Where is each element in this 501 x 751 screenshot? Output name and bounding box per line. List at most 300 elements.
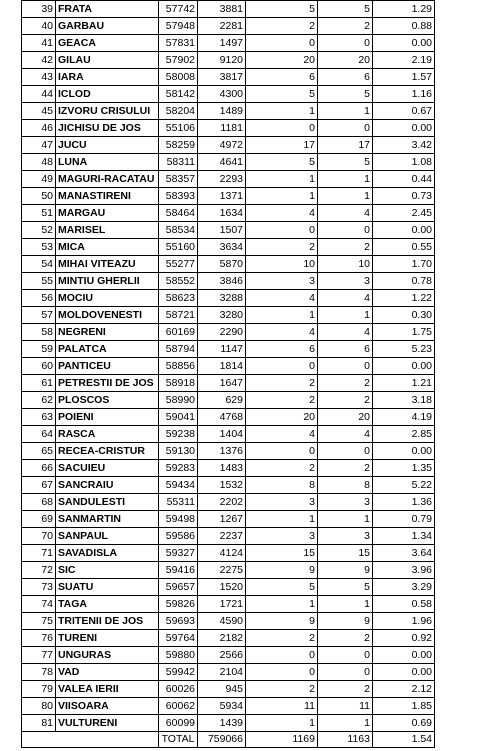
siruta-code-cell: 58393 xyxy=(159,188,198,205)
siruta-code-cell: 59130 xyxy=(159,443,198,460)
count-b-cell: 20 xyxy=(318,409,373,426)
count-a-cell: 3 xyxy=(246,494,318,511)
siruta-code-cell: 59880 xyxy=(159,647,198,664)
siruta-code-cell: 59416 xyxy=(159,562,198,579)
table-row xyxy=(22,528,435,545)
count-b-cell: 4 xyxy=(318,324,373,341)
percent-cell: 0.92 xyxy=(373,630,435,647)
table-row xyxy=(22,375,435,392)
total-blank-cell xyxy=(22,732,159,748)
count-b-cell: 6 xyxy=(318,69,373,86)
row-number-cell: 54 xyxy=(22,256,56,273)
percent-cell: 3.18 xyxy=(373,392,435,409)
locality-name-cell: TAGA xyxy=(56,596,159,613)
population-cell: 1532 xyxy=(198,477,246,494)
count-b-cell: 2 xyxy=(318,239,373,256)
row-number-cell: 50 xyxy=(22,188,56,205)
siruta-code-cell: 57742 xyxy=(159,1,198,18)
percent-cell: 0.55 xyxy=(373,239,435,256)
count-b-cell: 15 xyxy=(318,545,373,562)
count-a-cell: 2 xyxy=(246,239,318,256)
population-cell: 4300 xyxy=(198,86,246,103)
percent-cell: 0.00 xyxy=(373,443,435,460)
locality-table xyxy=(21,0,435,748)
row-number-cell: 45 xyxy=(22,103,56,120)
row-number-cell: 71 xyxy=(22,545,56,562)
siruta-code-cell: 57948 xyxy=(159,18,198,35)
table-row xyxy=(22,426,435,443)
row-number-cell: 48 xyxy=(22,154,56,171)
siruta-code-cell: 59283 xyxy=(159,460,198,477)
siruta-code-cell: 58357 xyxy=(159,171,198,188)
count-a-cell: 4 xyxy=(246,205,318,222)
count-b-cell: 3 xyxy=(318,273,373,290)
row-number-cell: 65 xyxy=(22,443,56,460)
population-cell: 1376 xyxy=(198,443,246,460)
percent-cell: 0.79 xyxy=(373,511,435,528)
count-a-cell: 1 xyxy=(246,596,318,613)
siruta-code-cell: 60099 xyxy=(159,715,198,732)
table-row xyxy=(22,647,435,664)
table-row xyxy=(22,103,435,120)
count-b-cell: 5 xyxy=(318,86,373,103)
count-a-cell: 2 xyxy=(246,681,318,698)
table-row xyxy=(22,290,435,307)
total-col-a: 1169 xyxy=(246,732,318,748)
siruta-code-cell: 60026 xyxy=(159,681,198,698)
count-b-cell: 3 xyxy=(318,528,373,545)
count-a-cell: 6 xyxy=(246,341,318,358)
population-cell: 2275 xyxy=(198,562,246,579)
table-row xyxy=(22,307,435,324)
locality-name-cell: MAGURI-RACATAU xyxy=(56,171,159,188)
count-a-cell: 0 xyxy=(246,120,318,137)
count-b-cell: 0 xyxy=(318,664,373,681)
row-number-cell: 73 xyxy=(22,579,56,596)
row-number-cell: 60 xyxy=(22,358,56,375)
locality-name-cell: ICLOD xyxy=(56,86,159,103)
row-number-cell: 46 xyxy=(22,120,56,137)
siruta-code-cell: 59586 xyxy=(159,528,198,545)
percent-cell: 3.96 xyxy=(373,562,435,579)
count-a-cell: 1 xyxy=(246,307,318,324)
count-a-cell: 2 xyxy=(246,375,318,392)
count-b-cell: 17 xyxy=(318,137,373,154)
count-b-cell: 1 xyxy=(318,171,373,188)
percent-cell: 1.16 xyxy=(373,86,435,103)
percent-cell: 0.00 xyxy=(373,664,435,681)
locality-name-cell: JUCU xyxy=(56,137,159,154)
siruta-code-cell: 59327 xyxy=(159,545,198,562)
population-cell: 2237 xyxy=(198,528,246,545)
row-number-cell: 44 xyxy=(22,86,56,103)
locality-name-cell: VAD xyxy=(56,664,159,681)
locality-name-cell: GILAU xyxy=(56,52,159,69)
siruta-code-cell: 57902 xyxy=(159,52,198,69)
locality-name-cell: NEGRENI xyxy=(56,324,159,341)
row-number-cell: 69 xyxy=(22,511,56,528)
population-cell: 1267 xyxy=(198,511,246,528)
percent-cell: 5.23 xyxy=(373,341,435,358)
locality-name-cell: SUATU xyxy=(56,579,159,596)
percent-cell: 0.88 xyxy=(373,18,435,35)
table-row xyxy=(22,477,435,494)
siruta-code-cell: 60169 xyxy=(159,324,198,341)
locality-name-cell: PALATCA xyxy=(56,341,159,358)
siruta-code-cell: 59434 xyxy=(159,477,198,494)
count-a-cell: 1 xyxy=(246,103,318,120)
count-a-cell: 11 xyxy=(246,698,318,715)
row-number-cell: 51 xyxy=(22,205,56,222)
table-row xyxy=(22,52,435,69)
table-row xyxy=(22,596,435,613)
locality-name-cell: MARISEL xyxy=(56,222,159,239)
row-number-cell: 74 xyxy=(22,596,56,613)
population-cell: 5870 xyxy=(198,256,246,273)
locality-name-cell: SANPAUL xyxy=(56,528,159,545)
row-number-cell: 52 xyxy=(22,222,56,239)
percent-cell: 2.12 xyxy=(373,681,435,698)
population-cell: 1181 xyxy=(198,120,246,137)
locality-name-cell: PETRESTII DE JOS xyxy=(56,375,159,392)
table-row xyxy=(22,511,435,528)
percent-cell: 4.19 xyxy=(373,409,435,426)
total-population: 759066 xyxy=(198,732,246,748)
percent-cell: 0.73 xyxy=(373,188,435,205)
count-a-cell: 4 xyxy=(246,290,318,307)
count-b-cell: 2 xyxy=(318,681,373,698)
table-row xyxy=(22,545,435,562)
total-label: TOTAL xyxy=(159,732,198,748)
count-b-cell: 6 xyxy=(318,341,373,358)
locality-name-cell: POIENI xyxy=(56,409,159,426)
siruta-code-cell: 58721 xyxy=(159,307,198,324)
population-cell: 3846 xyxy=(198,273,246,290)
population-cell: 3881 xyxy=(198,1,246,18)
percent-cell: 1.35 xyxy=(373,460,435,477)
total-percent: 1.54 xyxy=(373,732,435,748)
population-cell: 1147 xyxy=(198,341,246,358)
table-row xyxy=(22,443,435,460)
population-cell: 3288 xyxy=(198,290,246,307)
count-a-cell: 1 xyxy=(246,171,318,188)
percent-cell: 1.22 xyxy=(373,290,435,307)
count-a-cell: 8 xyxy=(246,477,318,494)
table-body xyxy=(22,1,435,732)
percent-cell: 0.00 xyxy=(373,120,435,137)
population-cell: 1721 xyxy=(198,596,246,613)
total-row xyxy=(22,732,435,748)
count-a-cell: 20 xyxy=(246,52,318,69)
siruta-code-cell: 55311 xyxy=(159,494,198,511)
siruta-code-cell: 58464 xyxy=(159,205,198,222)
siruta-code-cell: 59826 xyxy=(159,596,198,613)
locality-name-cell: IZVORU CRISULUI xyxy=(56,103,159,120)
population-cell: 1497 xyxy=(198,35,246,52)
count-a-cell: 1 xyxy=(246,188,318,205)
locality-name-cell: PANTICEU xyxy=(56,358,159,375)
siruta-code-cell: 58552 xyxy=(159,273,198,290)
percent-cell: 1.21 xyxy=(373,375,435,392)
percent-cell: 0.69 xyxy=(373,715,435,732)
count-b-cell: 1 xyxy=(318,307,373,324)
count-a-cell: 0 xyxy=(246,35,318,52)
row-number-cell: 64 xyxy=(22,426,56,443)
count-a-cell: 3 xyxy=(246,273,318,290)
count-b-cell: 2 xyxy=(318,460,373,477)
table-row xyxy=(22,69,435,86)
table-row xyxy=(22,239,435,256)
row-number-cell: 39 xyxy=(22,1,56,18)
count-b-cell: 8 xyxy=(318,477,373,494)
percent-cell: 2.45 xyxy=(373,205,435,222)
count-a-cell: 0 xyxy=(246,222,318,239)
siruta-code-cell: 59693 xyxy=(159,613,198,630)
row-number-cell: 70 xyxy=(22,528,56,545)
percent-cell: 1.70 xyxy=(373,256,435,273)
table-row xyxy=(22,681,435,698)
population-cell: 1489 xyxy=(198,103,246,120)
row-number-cell: 43 xyxy=(22,69,56,86)
locality-name-cell: SANDULESTI xyxy=(56,494,159,511)
table-row xyxy=(22,273,435,290)
row-number-cell: 53 xyxy=(22,239,56,256)
row-number-cell: 76 xyxy=(22,630,56,647)
siruta-code-cell: 59942 xyxy=(159,664,198,681)
count-a-cell: 5 xyxy=(246,86,318,103)
count-b-cell: 3 xyxy=(318,494,373,511)
count-a-cell: 20 xyxy=(246,409,318,426)
count-a-cell: 2 xyxy=(246,630,318,647)
count-a-cell: 6 xyxy=(246,69,318,86)
siruta-code-cell: 58142 xyxy=(159,86,198,103)
percent-cell: 1.08 xyxy=(373,154,435,171)
row-number-cell: 63 xyxy=(22,409,56,426)
count-a-cell: 9 xyxy=(246,613,318,630)
siruta-code-cell: 58311 xyxy=(159,154,198,171)
table-row xyxy=(22,18,435,35)
table-row xyxy=(22,664,435,681)
locality-name-cell: MOLDOVENESTI xyxy=(56,307,159,324)
siruta-code-cell: 58623 xyxy=(159,290,198,307)
locality-name-cell: MINTIU GHERLII xyxy=(56,273,159,290)
count-a-cell: 3 xyxy=(246,528,318,545)
population-cell: 1520 xyxy=(198,579,246,596)
row-number-cell: 47 xyxy=(22,137,56,154)
row-number-cell: 61 xyxy=(22,375,56,392)
count-b-cell: 5 xyxy=(318,579,373,596)
table-row xyxy=(22,222,435,239)
percent-cell: 1.85 xyxy=(373,698,435,715)
count-b-cell: 4 xyxy=(318,205,373,222)
siruta-code-cell: 59498 xyxy=(159,511,198,528)
population-cell: 1647 xyxy=(198,375,246,392)
population-cell: 945 xyxy=(198,681,246,698)
table-row xyxy=(22,715,435,732)
locality-name-cell: MANASTIRENI xyxy=(56,188,159,205)
table-row xyxy=(22,562,435,579)
table-row xyxy=(22,205,435,222)
count-a-cell: 9 xyxy=(246,562,318,579)
table-row xyxy=(22,579,435,596)
table-row xyxy=(22,137,435,154)
siruta-code-cell: 59238 xyxy=(159,426,198,443)
count-a-cell: 5 xyxy=(246,154,318,171)
population-cell: 1507 xyxy=(198,222,246,239)
locality-name-cell: VIISOARA xyxy=(56,698,159,715)
count-a-cell: 2 xyxy=(246,392,318,409)
count-b-cell: 1 xyxy=(318,511,373,528)
row-number-cell: 40 xyxy=(22,18,56,35)
percent-cell: 3.42 xyxy=(373,137,435,154)
count-a-cell: 0 xyxy=(246,664,318,681)
siruta-code-cell: 55277 xyxy=(159,256,198,273)
count-b-cell: 9 xyxy=(318,613,373,630)
siruta-code-cell: 58204 xyxy=(159,103,198,120)
count-a-cell: 5 xyxy=(246,1,318,18)
table-row xyxy=(22,1,435,18)
locality-name-cell: JICHISU DE JOS xyxy=(56,120,159,137)
locality-name-cell: RASCA xyxy=(56,426,159,443)
population-cell: 4124 xyxy=(198,545,246,562)
count-a-cell: 0 xyxy=(246,443,318,460)
population-cell: 5934 xyxy=(198,698,246,715)
table-row xyxy=(22,171,435,188)
count-a-cell: 2 xyxy=(246,18,318,35)
locality-name-cell: TURENI xyxy=(56,630,159,647)
table-row xyxy=(22,35,435,52)
siruta-code-cell: 60062 xyxy=(159,698,198,715)
count-b-cell: 2 xyxy=(318,392,373,409)
siruta-code-cell: 59764 xyxy=(159,630,198,647)
table-row xyxy=(22,409,435,426)
count-a-cell: 5 xyxy=(246,579,318,596)
row-number-cell: 68 xyxy=(22,494,56,511)
population-cell: 2202 xyxy=(198,494,246,511)
row-number-cell: 62 xyxy=(22,392,56,409)
population-cell: 4768 xyxy=(198,409,246,426)
population-cell: 1483 xyxy=(198,460,246,477)
row-number-cell: 49 xyxy=(22,171,56,188)
siruta-code-cell: 58259 xyxy=(159,137,198,154)
locality-name-cell: MOCIU xyxy=(56,290,159,307)
percent-cell: 1.36 xyxy=(373,494,435,511)
count-b-cell: 1 xyxy=(318,103,373,120)
table-row xyxy=(22,460,435,477)
population-cell: 3634 xyxy=(198,239,246,256)
locality-name-cell: MICA xyxy=(56,239,159,256)
row-number-cell: 75 xyxy=(22,613,56,630)
row-number-cell: 57 xyxy=(22,307,56,324)
siruta-code-cell: 58534 xyxy=(159,222,198,239)
population-cell: 3280 xyxy=(198,307,246,324)
locality-name-cell: FRATA xyxy=(56,1,159,18)
table-row xyxy=(22,324,435,341)
count-b-cell: 0 xyxy=(318,443,373,460)
table-row xyxy=(22,392,435,409)
population-cell: 2281 xyxy=(198,18,246,35)
count-a-cell: 15 xyxy=(246,545,318,562)
percent-cell: 2.85 xyxy=(373,426,435,443)
siruta-code-cell: 58918 xyxy=(159,375,198,392)
count-b-cell: 2 xyxy=(318,18,373,35)
count-b-cell: 5 xyxy=(318,1,373,18)
population-cell: 1371 xyxy=(198,188,246,205)
count-b-cell: 0 xyxy=(318,35,373,52)
count-b-cell: 0 xyxy=(318,647,373,664)
row-number-cell: 56 xyxy=(22,290,56,307)
count-b-cell: 0 xyxy=(318,120,373,137)
population-cell: 2104 xyxy=(198,664,246,681)
percent-cell: 0.00 xyxy=(373,35,435,52)
table-row xyxy=(22,630,435,647)
count-b-cell: 20 xyxy=(318,52,373,69)
percent-cell: 0.00 xyxy=(373,647,435,664)
row-number-cell: 66 xyxy=(22,460,56,477)
population-cell: 4641 xyxy=(198,154,246,171)
locality-name-cell: GEACA xyxy=(56,35,159,52)
row-number-cell: 77 xyxy=(22,647,56,664)
percent-cell: 0.67 xyxy=(373,103,435,120)
population-cell: 4972 xyxy=(198,137,246,154)
locality-name-cell: VALEA IERII xyxy=(56,681,159,698)
count-a-cell: 1 xyxy=(246,511,318,528)
percent-cell: 1.75 xyxy=(373,324,435,341)
percent-cell: 1.29 xyxy=(373,1,435,18)
locality-name-cell: RECEA-CRISTUR xyxy=(56,443,159,460)
count-a-cell: 4 xyxy=(246,426,318,443)
percent-cell: 1.57 xyxy=(373,69,435,86)
row-number-cell: 59 xyxy=(22,341,56,358)
count-b-cell: 4 xyxy=(318,290,373,307)
percent-cell: 1.96 xyxy=(373,613,435,630)
table-row xyxy=(22,188,435,205)
percent-cell: 1.34 xyxy=(373,528,435,545)
percent-cell: 3.29 xyxy=(373,579,435,596)
siruta-code-cell: 58856 xyxy=(159,358,198,375)
count-b-cell: 1 xyxy=(318,596,373,613)
locality-name-cell: LUNA xyxy=(56,154,159,171)
population-cell: 2293 xyxy=(198,171,246,188)
count-b-cell: 0 xyxy=(318,358,373,375)
percent-cell: 5.22 xyxy=(373,477,435,494)
table-row xyxy=(22,341,435,358)
row-number-cell: 79 xyxy=(22,681,56,698)
locality-name-cell: MARGAU xyxy=(56,205,159,222)
percent-cell: 0.30 xyxy=(373,307,435,324)
table-row xyxy=(22,256,435,273)
locality-name-cell: SIC xyxy=(56,562,159,579)
locality-name-cell: IARA xyxy=(56,69,159,86)
table-row xyxy=(22,358,435,375)
locality-name-cell: SANCRAIU xyxy=(56,477,159,494)
count-a-cell: 0 xyxy=(246,647,318,664)
siruta-code-cell: 55160 xyxy=(159,239,198,256)
percent-cell: 0.78 xyxy=(373,273,435,290)
table-row xyxy=(22,120,435,137)
siruta-code-cell: 57831 xyxy=(159,35,198,52)
locality-name-cell: TRITENII DE JOS xyxy=(56,613,159,630)
population-cell: 1814 xyxy=(198,358,246,375)
siruta-code-cell: 59657 xyxy=(159,579,198,596)
locality-name-cell: SANMARTIN xyxy=(56,511,159,528)
locality-name-cell: SACUIEU xyxy=(56,460,159,477)
count-a-cell: 2 xyxy=(246,460,318,477)
locality-name-cell: UNGURAS xyxy=(56,647,159,664)
population-cell: 1439 xyxy=(198,715,246,732)
siruta-code-cell: 58794 xyxy=(159,341,198,358)
population-cell: 1634 xyxy=(198,205,246,222)
